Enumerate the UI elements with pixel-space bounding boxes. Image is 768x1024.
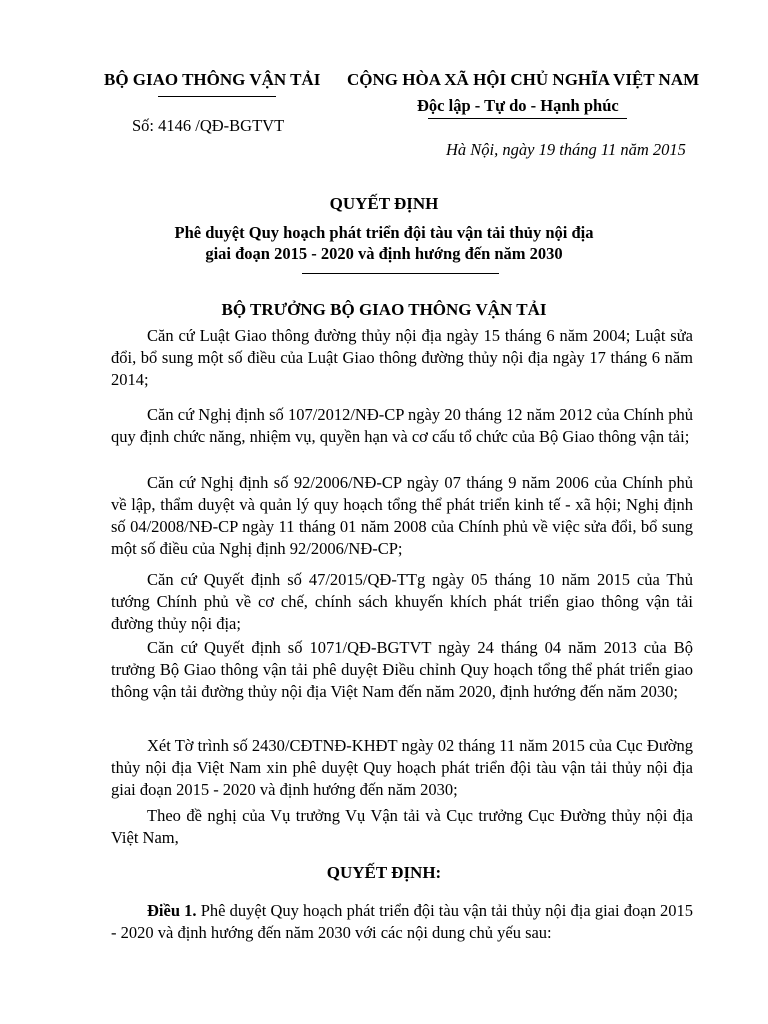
preamble-paragraph: Căn cứ Nghị định số 92/2006/NĐ-CP ngày 07 tháng 9 năm 2006 của Chính phủ về lập, thẩm duyệt và quản lý quy hoạch tổng thể phát triển kinh tế - xã hội; Nghị định số 04/2008/NĐ-CP ngày 11 tháng 01 năm 2008 của Chính phủ về việc sửa đổi, bổ sung một số điều của Nghị định 92/2006/NĐ-CP; [111,473,693,558]
preamble-paragraph: Căn cứ Luật Giao thông đường thủy nội địa ngày 15 tháng 6 năm 2004; Luật sửa đổi, bổ sung một số điều của Luật Giao thông đường thủy nội địa ngày 17 tháng 6 năm 2014; [111,326,693,389]
preamble-paragraph: Căn cứ Quyết định số 47/2015/QĐ-TTg ngày 05 tháng 10 năm 2015 của Thủ tướng Chính phủ về cơ chế, chính sách khuyến khích phát triển giao thông vận tải đường thủy nội địa; [111,570,693,633]
article-1 [111,900,693,944]
motto: Độc lập - Tự do - Hạnh phúc [417,96,619,115]
subject-line-1: Phê duyệt Quy hoạch phát triển đội tàu vận tải thủy nội địa [174,223,594,242]
decision-heading: QUYẾT ĐỊNH: [326,863,442,882]
ministry-name: BỘ GIAO THÔNG VẬN TẢI [104,70,321,89]
place-date: Hà Nội, ngày 19 tháng 11 năm 2015 [446,140,686,159]
title-underline [302,273,499,274]
preamble-paragraph: Theo đề nghị của Vụ trưởng Vụ Vận tải và Cục trưởng Cục Đường thủy nội địa Việt Nam, [111,806,693,847]
preamble-paragraph: Xét Tờ trình số 2430/CĐTNĐ-KHĐT ngày 02 tháng 11 năm 2015 của Cục Đường thủy nội địa Việt Nam xin phê duyệt Quy hoạch phát triển đội tàu vận tải thủy nội địa giai đoạn 2015 - 2020 và định hướng đến năm 2030; [111,736,693,799]
article-1-text: Phê duyệt Quy hoạch phát triển đội tàu vận tải thủy nội địa giai đoạn 2015 - 2020 và định hướng đến năm 2030 với các nội dung chủ yếu sau: [111,901,693,942]
preamble-paragraph: Căn cứ Quyết định số 1071/QĐ-BGTVT ngày 24 tháng 04 năm 2013 của Bộ trưởng Bộ Giao thông vận tải phê duyệt Điều chỉnh Quy hoạch tổng thể phát triển giao thông vận tải đường thủy nội địa Việt Nam đến năm 2020, định hướng đến năm 2030; [111,638,693,701]
document-number: Số: 4146 /QĐ-BGTVT [132,116,285,135]
motto-underline [428,118,627,119]
ministry-underline [158,96,276,97]
nation-name: CỘNG HÒA XÃ HỘI CHỦ NGHĨA VIỆT NAM [347,70,700,89]
document-title: QUYẾT ĐỊNH [329,194,439,213]
article-1-label: Điều 1. [147,901,197,920]
subject-line-2: giai đoạn 2015 - 2020 và định hướng đến năm 2030 [205,244,563,263]
preamble-paragraph: Căn cứ Nghị định số 107/2012/NĐ-CP ngày 20 tháng 12 năm 2012 của Chính phủ quy định chức năng, nhiệm vụ, quyền hạn và cơ cấu tổ chức của Bộ Giao thông vận tải; [111,405,693,446]
issuing-authority: BỘ TRƯỞNG BỘ GIAO THÔNG VẬN TẢI [221,300,547,319]
